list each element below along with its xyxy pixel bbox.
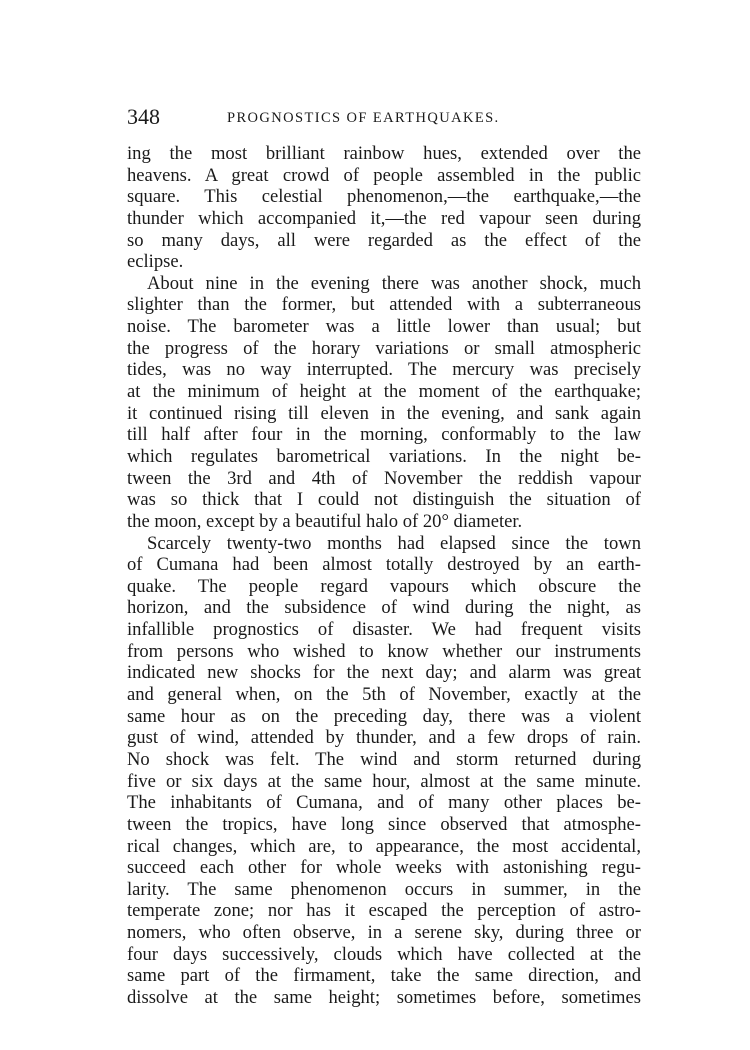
text-line: indicated new shocks for the next day; and alarm was great: [127, 662, 641, 684]
text-line: ing the most brilliant rainbow hues, extended over the: [127, 143, 641, 164]
text-line: infallible prognostics of disaster. We had frequent visits: [127, 619, 641, 641]
page-header: [127, 102, 641, 132]
text-line: rical changes, which are, to appearance, the most accidental,: [127, 835, 641, 857]
text-line: same hour as on the preceding day, there was a violent: [127, 705, 641, 727]
text-line: succeed each other for whole weeks with astonishing regu-: [127, 857, 641, 879]
text-line: slighter than the former, but attended with a subterraneous: [127, 294, 641, 316]
text-line: gust of wind, attended by thunder, and a few drops of rain.: [127, 727, 641, 749]
page-number: 348: [127, 104, 160, 129]
text-line: quake. The people regard vapours which obscure the: [127, 575, 641, 597]
text-line: nomers, who often observe, in a serene sky, during three or: [127, 922, 641, 944]
text-line: tides, was no way interrupted. The mercury was precisely: [127, 359, 641, 381]
text-line: dissolve at the same height; sometimes before, sometimes: [127, 986, 641, 1008]
text-line: horizon, and the subsidence of wind during the night, as: [127, 597, 641, 619]
text-line: the progress of the horary variations or small atmospheric: [127, 337, 641, 359]
text-line: Scarcely twenty-two months had elapsed since the town: [147, 532, 641, 554]
text-line: from persons who wished to know whether our instruments: [127, 640, 641, 662]
text-line: was so thick that I could not distinguish the situation of: [127, 489, 641, 511]
text-line: which regulates barometrical variations. In the night be-: [127, 445, 641, 467]
text-line: five or six days at the same hour, almost at the same minute.: [127, 770, 641, 792]
text-line: larity. The same phenomenon occurs in summer, in the: [127, 878, 641, 900]
text-line: of Cumana had been almost totally destroyed by an earth-: [127, 554, 641, 576]
text-line: same part of the firmament, take the same direction, and: [127, 965, 641, 987]
body-text: [127, 143, 641, 1009]
text-line: temperate zone; nor has it escaped the perception of astro-: [127, 900, 641, 922]
text-line: About nine in the evening there was another shock, much: [147, 272, 641, 294]
text-line: noise. The barometer was a little lower than usual; but: [127, 316, 641, 338]
text-line: so many days, all were regarded as the effect of the: [127, 229, 641, 251]
text-line: the moon, except by a beautiful halo of 20° diameter.: [127, 510, 523, 532]
text-line: eclipse.: [127, 251, 184, 273]
text-line: it continued rising till eleven in the evening, and sank again: [127, 402, 641, 424]
text-line: The inhabitants of Cumana, and of many other places be-: [127, 792, 641, 814]
text-line: heavens. A great crowd of people assembled in the public: [127, 164, 641, 186]
text-line: square. This celestial phenomenon,—the earthquake,—the: [127, 186, 641, 208]
text-line: tween the 3rd and 4th of November the reddish vapour: [127, 467, 641, 489]
running-head: PROGNOSTICS OF EARTHQUAKES.: [227, 110, 500, 126]
text-line: thunder which accompanied it,—the red vapour seen during: [127, 207, 641, 229]
text-line: and general when, on the 5th of November, exactly at the: [127, 684, 641, 706]
text-line: four days successively, clouds which have collected at the: [127, 943, 641, 965]
text-line: tween the tropics, have long since observed that atmosphe-: [127, 813, 641, 835]
text-line: till half after four in the morning, conformably to the law: [127, 424, 641, 446]
text-line: No shock was felt. The wind and storm returned during: [127, 748, 641, 770]
text-line: at the minimum of height at the moment of the earthquake;: [127, 381, 641, 403]
